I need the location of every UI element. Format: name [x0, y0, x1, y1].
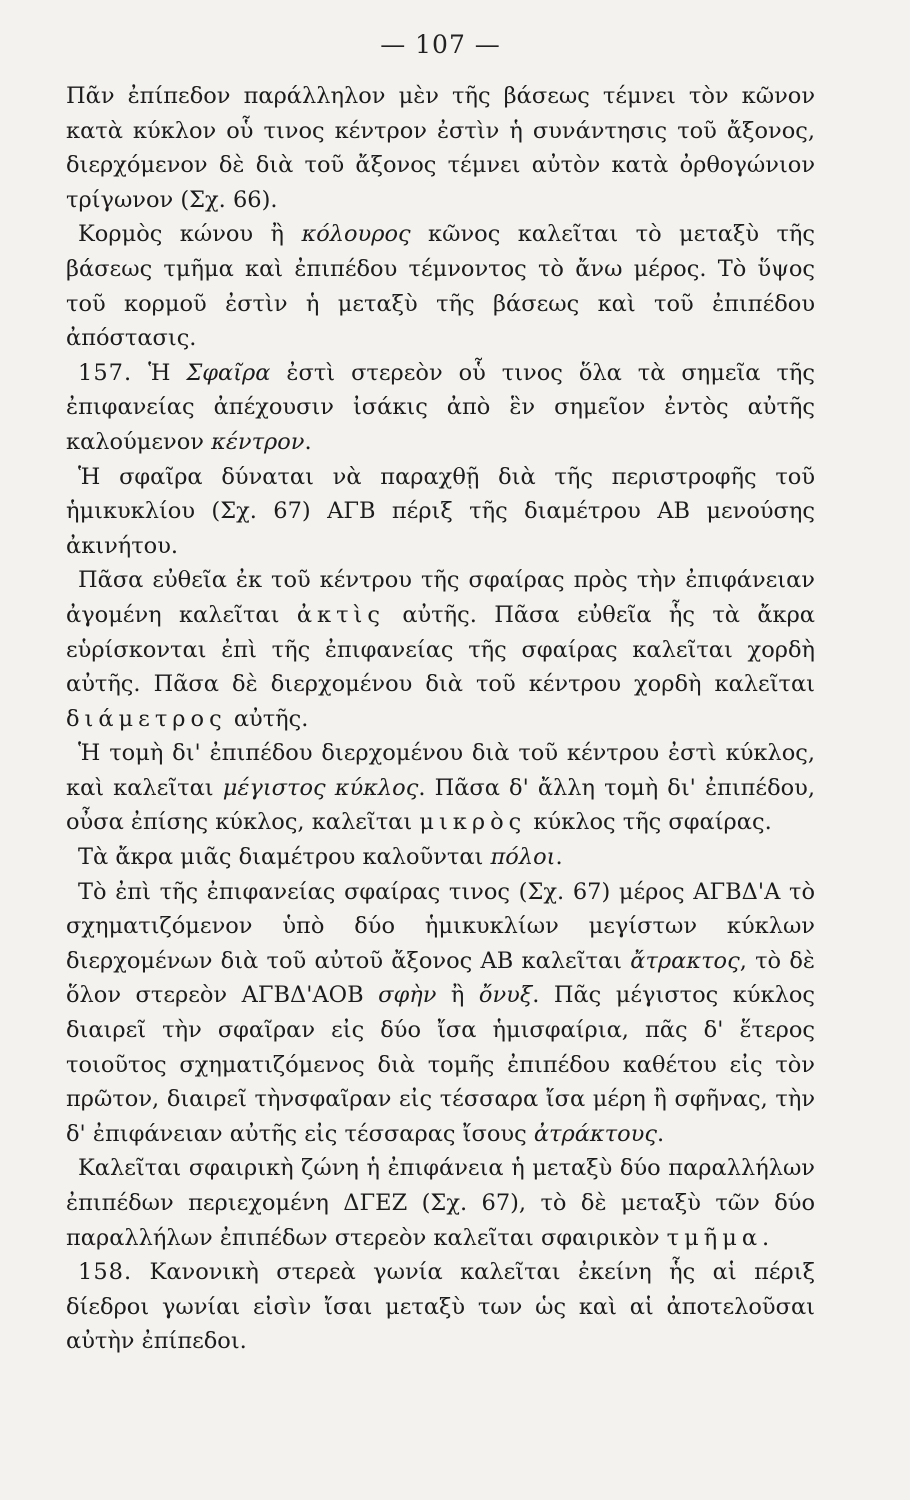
text-run: Πᾶσα εὐθεῖα ἐκ τοῦ κέντρου τῆς σφαίρας πρὸς τὴν ἐπιφάνειαν ἀγομένη καλεῖται [66, 567, 815, 628]
text-run: αὐτῆς. [226, 705, 309, 732]
text-run: Ἡ τομὴ δι' ἐπιπέδου διερχομένου διὰ τοῦ κέντρου ἐστὶ κύκλος, καὶ καλεῖται [66, 740, 815, 801]
text-run: Τὸ ἐπὶ τῆς ἐπιφανείας σφαίρας τινος (Σχ. 67) μέρος ΑΓΒΔ'Α τὸ σχηματιζόμενον ὑπὸ δύο ἡμικυκλίων μεγίστων κύκλων διερχομένων διὰ τοῦ αὐτοῦ ἄξονος ΑΒ καλεῖται [66, 878, 815, 974]
body-text [66, 79, 815, 1359]
paragraph [66, 1151, 815, 1255]
paragraph [66, 460, 815, 564]
italic-term: κόλουρος [301, 221, 411, 248]
paragraph [66, 875, 815, 1152]
text-run: . Πᾶσα δ' ἄλλη τομὴ δι' ἐπιπέδου, οὖσα ἐπίσης κύκλος, καλεῖται [66, 774, 816, 836]
italic-term: σφὴν [378, 982, 437, 1009]
text-run: κῶνος καλεῖται τὸ μεταξὺ τῆς βάσεως τμῆμα καὶ ἐπιπέδου τέμνοντος τὸ ἄνω μέρος. Τὸ ὕψος τοῦ κορμοῦ ἐστὶν ἡ μεταξὺ τῆς βάσεως καὶ τοῦ ἐπιπέδου ἀπόστασις. [66, 221, 815, 352]
text-run: . [304, 428, 312, 455]
text-run: Ἡ σφαῖρα δύναται νὰ παραχθῇ διὰ τῆς περιστροφῆς τοῦ ἡμικυκλίου (Σχ. 67) ΑΓΒ πέριξ τῆς διαμέτρου ΑΒ μενούσης ἀκινήτου. [66, 463, 815, 559]
italic-term: ἀτράκτους [533, 1120, 657, 1147]
italic-term: Σφαῖρα [186, 359, 271, 386]
spaced-term: μικρὸς [419, 809, 527, 836]
italic-term: κέντρον [211, 428, 305, 455]
spaced-term: ἀκτὶς [296, 601, 385, 628]
text-run: ἢ [436, 982, 479, 1009]
page-number: — 107 — [380, 30, 501, 59]
paragraph [66, 79, 815, 217]
italic-term: ὄνυξ [478, 982, 533, 1009]
text-run: Κορμὸς κώνου ἢ [78, 221, 302, 248]
text-run: αὐτῆς. Πᾶσα εὐθεῖα ἧς τὰ ἄκρα εὑρίσκονται ἐπὶ τῆς ἐπιφανείας τῆς σφαίρας καλεῖται χορδὴ αὐτῆς. Πᾶσα δὲ διερχομένου διὰ τοῦ κέντρου χορδὴ καλεῖται [66, 601, 815, 698]
text-run: . [762, 1224, 770, 1251]
text-run: Τὰ ἄκρα μιᾶς διαμέτρου καλοῦνται [78, 844, 491, 871]
text-run: . Πᾶς μέγιστος κύκλος διαιρεῖ τὴν σφαῖραν εἰς δύο ἴσα ἡμισφαίρια, πᾶς δ' ἕτερος τοιοῦτος σχηματιζόμενος διὰ τομῆς ἐπιπέδου καθέτου εἰς τὸν πρῶτον, διαιρεῖ τὴνσφαῖραν εἰς τέσσαρα ἴσα μέρη ἢ σφῆνας, τὴν δ' ἐπιφάνειαν αὐτῆς εἰς τέσσαρας ἴσους [66, 982, 815, 1147]
spaced-term: διάμετρος [66, 705, 227, 732]
paragraph [66, 563, 815, 736]
text-run: κύκλος τῆς σφαίρας. [526, 809, 772, 836]
text-run: . [555, 844, 563, 871]
text-run: . [656, 1120, 665, 1147]
text-run: Πᾶν ἐπίπεδον παράλληλον μὲν τῆς βάσεως τέμνει τὸν κῶνον κατὰ κύκλον οὗ τινος κέντρον ἐστὶν ἡ συνάντησις τοῦ ἄξονος, διερχόμενον δὲ διὰ τοῦ ἄξονος τέμνει αὐτὸν κατὰ ὀρθογώνιον τρίγωνον (Σχ. 66). [66, 83, 815, 213]
paragraph [66, 736, 815, 840]
section-number: 157. [78, 359, 133, 386]
text-run: Καλεῖται σφαιρικὴ ζώνη ἡ ἐπιφάνεια ἡ μεταξὺ δύο παραλλήλων ἐπιπέδων περιεχομένη ΔΓΕΖ (Σχ. 67), τὸ δὲ μεταξὺ τῶν δύο παραλλήλων ἐπιπέδων στερεὸν καλεῖται σφαιρικὸν [66, 1155, 815, 1251]
spaced-term: τμῆμα [666, 1224, 763, 1251]
text-run: Κανονικὴ στερεὰ γωνία καλεῖται ἐκείνη ἧς αἱ πέριξ δίεδροι γωνίαι εἰσὶν ἴσαι μεταξὺ των ὡς καὶ αἱ ἀποτελοῦσαι αὐτὴν ἐπίπεδοι. [66, 1259, 815, 1355]
italic-term: πόλοι [490, 844, 556, 871]
text-run: , τὸ δὲ ὅλον στερεὸν ΑΓΒΔ'ΑΟΒ [66, 947, 815, 1009]
italic-term: ἄτρακτος [630, 947, 740, 974]
text-run: Ἡ [132, 359, 187, 386]
paragraph [66, 217, 815, 355]
text-run: ἐστὶ στερεὸν οὗ τινος ὅλα τὰ σημεῖα τῆς ἐπιφανείας ἀπέχουσιν ἰσάκις ἀπὸ ἓν σημεῖον ἐντὸς αὐτῆς καλούμενον [66, 359, 815, 455]
italic-term: μέγιστος κύκλος [222, 774, 419, 801]
paragraph [66, 356, 815, 460]
section-number: 158. [78, 1259, 133, 1286]
paragraph [66, 1255, 815, 1359]
paragraph [66, 840, 815, 875]
